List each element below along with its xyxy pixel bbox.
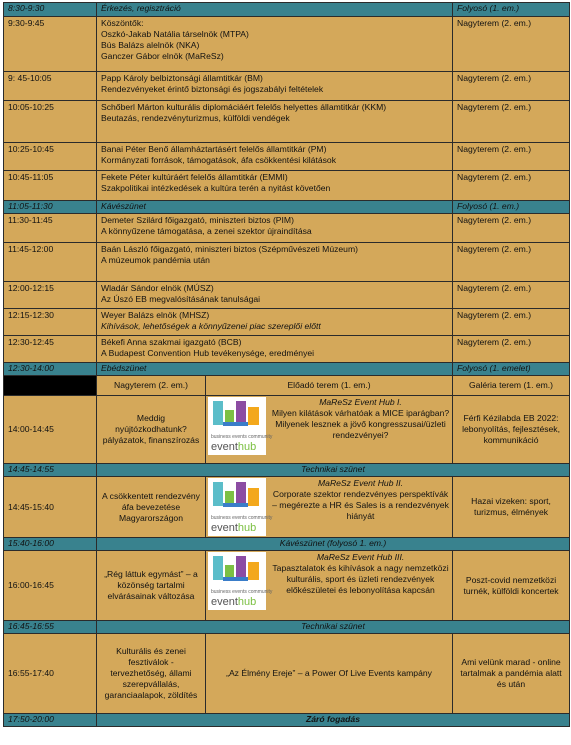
session-eloado bbox=[206, 396, 453, 464]
break-label: Technikai szünet bbox=[97, 621, 570, 634]
schedule-row bbox=[4, 214, 570, 243]
break-label: Záró fogadás bbox=[97, 714, 570, 727]
schedule-row bbox=[4, 101, 570, 143]
logo-word: event bbox=[211, 596, 238, 608]
time-cell: 17:50-20:00 bbox=[4, 714, 97, 727]
location-cell: Nagyterem (2. em.) bbox=[453, 17, 570, 72]
speaker-line: Ganczer Gábor elnök (MaReSz) bbox=[101, 51, 224, 61]
session-cell bbox=[97, 72, 453, 101]
hub-title: MaReSz Event Hub III. bbox=[316, 552, 405, 562]
speaker-line: Wladár Sándor elnök (MÚSZ) bbox=[101, 283, 214, 293]
time-cell: 16:45-16:55 bbox=[4, 621, 97, 634]
session-galeria: Poszt-covid nemzetközi turnék, külföldi koncertek bbox=[453, 551, 570, 621]
time-cell: 11:45-12:00 bbox=[4, 243, 97, 282]
hub-text: Corporate szektor rendezvényes perspektívák – megérezte a HR és Sales is a rendezvények hiányát bbox=[272, 489, 449, 521]
topic-line: Beutazás, rendezvényturizmus, külföldi vendégek bbox=[101, 113, 290, 123]
schedule-row bbox=[4, 72, 570, 101]
location-cell: Nagyterem (2. em.) bbox=[453, 214, 570, 243]
speaker-line: Papp Károly belbiztonsági államtitkár (BM) bbox=[101, 73, 263, 83]
time-cell: 11:05-11:30 bbox=[4, 201, 97, 214]
session-eloado bbox=[206, 551, 453, 621]
session-cell bbox=[97, 243, 453, 282]
eventhub-logo bbox=[208, 478, 273, 536]
svg-text:eventhub bbox=[211, 596, 256, 608]
time-cell: 12:00-12:15 bbox=[4, 282, 97, 309]
logo-word: event bbox=[211, 522, 238, 534]
hub-text: Tapasztalatok és kihívások a nagy nemzetközi kulturális, sport és üzleti rendezvények előkészületei és lebonyolítása kapcsán bbox=[272, 563, 449, 595]
location-cell: Nagyterem (2. em.) bbox=[453, 171, 570, 201]
speaker-line: Schőberl Márton kulturális diplomáciáért felelős helyettes államtitkár (KKM) bbox=[101, 102, 387, 112]
session-cell bbox=[97, 309, 453, 336]
schedule-row bbox=[4, 336, 570, 363]
speaker-line: Oszkó-Jakab Natália társelnök (MTPA) bbox=[101, 29, 249, 39]
session-cell bbox=[97, 336, 453, 363]
hub-title: MaReSz Event Hub I. bbox=[319, 397, 402, 407]
location-cell: Folyosó (1. em.) bbox=[453, 3, 570, 17]
session-cell bbox=[97, 171, 453, 201]
logo-accent: hub bbox=[237, 596, 257, 608]
program-table bbox=[3, 2, 570, 727]
time-cell: 15:40-16:00 bbox=[4, 538, 97, 551]
time-cell: 16:00-16:45 bbox=[4, 551, 97, 621]
schedule-row bbox=[4, 17, 570, 72]
time-cell: 12:30-14:00 bbox=[4, 363, 97, 376]
location-cell: Folyosó (1. em.) bbox=[453, 201, 570, 214]
session-galeria: Hazai vizeken: sport, turizmus, élmények bbox=[453, 477, 570, 538]
time-cell: 12:15-12:30 bbox=[4, 309, 97, 336]
break-label: Kávészünet (folyosó 1. em.) bbox=[97, 538, 570, 551]
schedule-row bbox=[4, 143, 570, 171]
schedule-row bbox=[4, 201, 570, 214]
logo-accent: hub bbox=[237, 441, 257, 453]
speaker-line: Baán László főigazgató, miniszteri biztos (Szépművészeti Múzeum) bbox=[101, 244, 358, 254]
logo-word: event bbox=[211, 441, 238, 453]
speaker-line: Bús Balázs alelnök (NKA) bbox=[101, 40, 200, 50]
session-cell bbox=[97, 143, 453, 171]
time-cell: 14:00-14:45 bbox=[4, 396, 97, 464]
break-label: Ebédszünet bbox=[97, 363, 453, 376]
topic-line: Kihívások, lehetőségek a könnyűzenei piac szereplői előtt bbox=[101, 321, 321, 331]
topic-line: Kormányzati források, támogatások, áfa csökkentési kilátások bbox=[101, 155, 337, 165]
schedule-row bbox=[4, 309, 570, 336]
session-galeria: Ami velünk marad - online tartalmak a pandémia alatt és után bbox=[453, 634, 570, 714]
room-header-nagyterem: Nagyterem (2. em.) bbox=[97, 376, 206, 396]
session-nagyterem: „Rég láttuk egymást” – a közönség tartalmi elvárásainak változása bbox=[97, 551, 206, 621]
speaker-line: Weyer Balázs elnök (MHSZ) bbox=[101, 310, 210, 320]
time-cell: 11:30-11:45 bbox=[4, 214, 97, 243]
svg-text:business events community: business events community bbox=[211, 434, 273, 440]
break-row bbox=[4, 621, 570, 634]
break-label: Érkezés, regisztráció bbox=[97, 3, 453, 17]
session-nagyterem: Meddig nyújtózkodhatunk? pályázatok, finanszírozás bbox=[97, 396, 206, 464]
speaker-line: Banai Péter Benő államháztartásért felelős államtitkár (PM) bbox=[101, 144, 327, 154]
location-cell: Nagyterem (2. em.) bbox=[453, 101, 570, 143]
session-cell bbox=[97, 214, 453, 243]
location-cell: Nagyterem (2. em.) bbox=[453, 309, 570, 336]
header-blank-cell bbox=[4, 376, 97, 396]
session-row bbox=[4, 551, 570, 621]
session-cell bbox=[97, 101, 453, 143]
session-galeria: Férfi Kézilabda EB 2022: lebonyolítás, fejlesztések, kommunikáció bbox=[453, 396, 570, 464]
topic-line: Az Úszó EB megvalósításának tanulságai bbox=[101, 294, 261, 304]
time-cell: 12:30-12:45 bbox=[4, 336, 97, 363]
time-cell: 14:45-14:55 bbox=[4, 464, 97, 477]
svg-text:business events community: business events community bbox=[211, 515, 273, 521]
topic-line: A Budapest Convention Hub tevékenysége, eredményei bbox=[101, 348, 315, 358]
schedule-row bbox=[4, 282, 570, 309]
svg-text:eventhub bbox=[211, 441, 256, 453]
session-nagyterem: Kulturális és zenei fesztiválok - tervezhetőség, állami szerepvállalás, garanciaalapok, zöldítés bbox=[97, 634, 206, 714]
location-cell: Nagyterem (2. em.) bbox=[453, 243, 570, 282]
location-cell: Nagyterem (2. em.) bbox=[453, 143, 570, 171]
session-row bbox=[4, 634, 570, 714]
speaker-line: Fekete Péter kultúráért felelős államtitkár (EMMI) bbox=[101, 172, 288, 182]
time-cell: 9: 45-10:05 bbox=[4, 72, 97, 101]
schedule-row bbox=[4, 363, 570, 376]
location-cell: Nagyterem (2. em.) bbox=[453, 336, 570, 363]
svg-text:business events community: business events community bbox=[211, 589, 273, 595]
break-row bbox=[4, 464, 570, 477]
session-cell bbox=[97, 17, 453, 72]
eventhub-logo bbox=[208, 397, 273, 455]
room-header-eloado: Előadó terem (1. em.) bbox=[206, 376, 453, 396]
time-cell: 9:30-9:45 bbox=[4, 17, 97, 72]
room-header-galeria: Galéria terem (1. em.) bbox=[453, 376, 570, 396]
speaker-line: Békefi Anna szakmai igazgató (BCB) bbox=[101, 337, 242, 347]
topic-line: A könnyűzene támogatása, a zenei szektor újraindítása bbox=[101, 226, 312, 236]
location-cell: Folyosó (1. emelet) bbox=[453, 363, 570, 376]
time-cell: 10:25-10:45 bbox=[4, 143, 97, 171]
session-cell bbox=[97, 282, 453, 309]
break-label: Kávészünet bbox=[97, 201, 453, 214]
location-cell: Nagyterem (2. em.) bbox=[453, 72, 570, 101]
speaker-line: Demeter Szilárd főigazgató, miniszteri biztos (PIM) bbox=[101, 215, 294, 225]
session-row bbox=[4, 477, 570, 538]
topic-line: A múzeumok pandémia után bbox=[101, 255, 210, 265]
break-row bbox=[4, 714, 570, 727]
break-row bbox=[4, 538, 570, 551]
session-eloado: „Az Élmény Ereje” – a Power Of Live Events kampány bbox=[206, 634, 453, 714]
time-cell: 10:05-10:25 bbox=[4, 101, 97, 143]
session-nagyterem: A csökkentett rendezvény áfa bevezetése Magyarországon bbox=[97, 477, 206, 538]
time-cell: 8:30-9:30 bbox=[4, 3, 97, 17]
schedule-row bbox=[4, 3, 570, 17]
break-label: Technikai szünet bbox=[97, 464, 570, 477]
room-header-row bbox=[4, 376, 570, 396]
schedule-row bbox=[4, 243, 570, 282]
time-cell: 16:55-17:40 bbox=[4, 634, 97, 714]
hub-title: MaReSz Event Hub II. bbox=[318, 478, 404, 488]
topic-line: Rendezvényeket érintő biztonsági és jogszabályi feltételek bbox=[101, 84, 324, 94]
svg-text:eventhub bbox=[211, 522, 256, 534]
time-cell: 10:45-11:05 bbox=[4, 171, 97, 201]
hub-text: Milyen kilátások várhatóak a MICE iparágban? Milyenek lesznek a jövő kongresszusai/üzleti rendezvényei? bbox=[271, 408, 450, 440]
schedule-row bbox=[4, 171, 570, 201]
eventhub-logo bbox=[208, 552, 273, 610]
location-cell: Nagyterem (2. em.) bbox=[453, 282, 570, 309]
time-cell: 14:45-15:40 bbox=[4, 477, 97, 538]
session-line: Köszöntők: bbox=[101, 18, 144, 28]
topic-line: Szakpolitikai intézkedések a kultúra terén a nyitást követően bbox=[101, 183, 331, 193]
logo-accent: hub bbox=[237, 522, 257, 534]
session-eloado bbox=[206, 477, 453, 538]
session-row bbox=[4, 396, 570, 464]
